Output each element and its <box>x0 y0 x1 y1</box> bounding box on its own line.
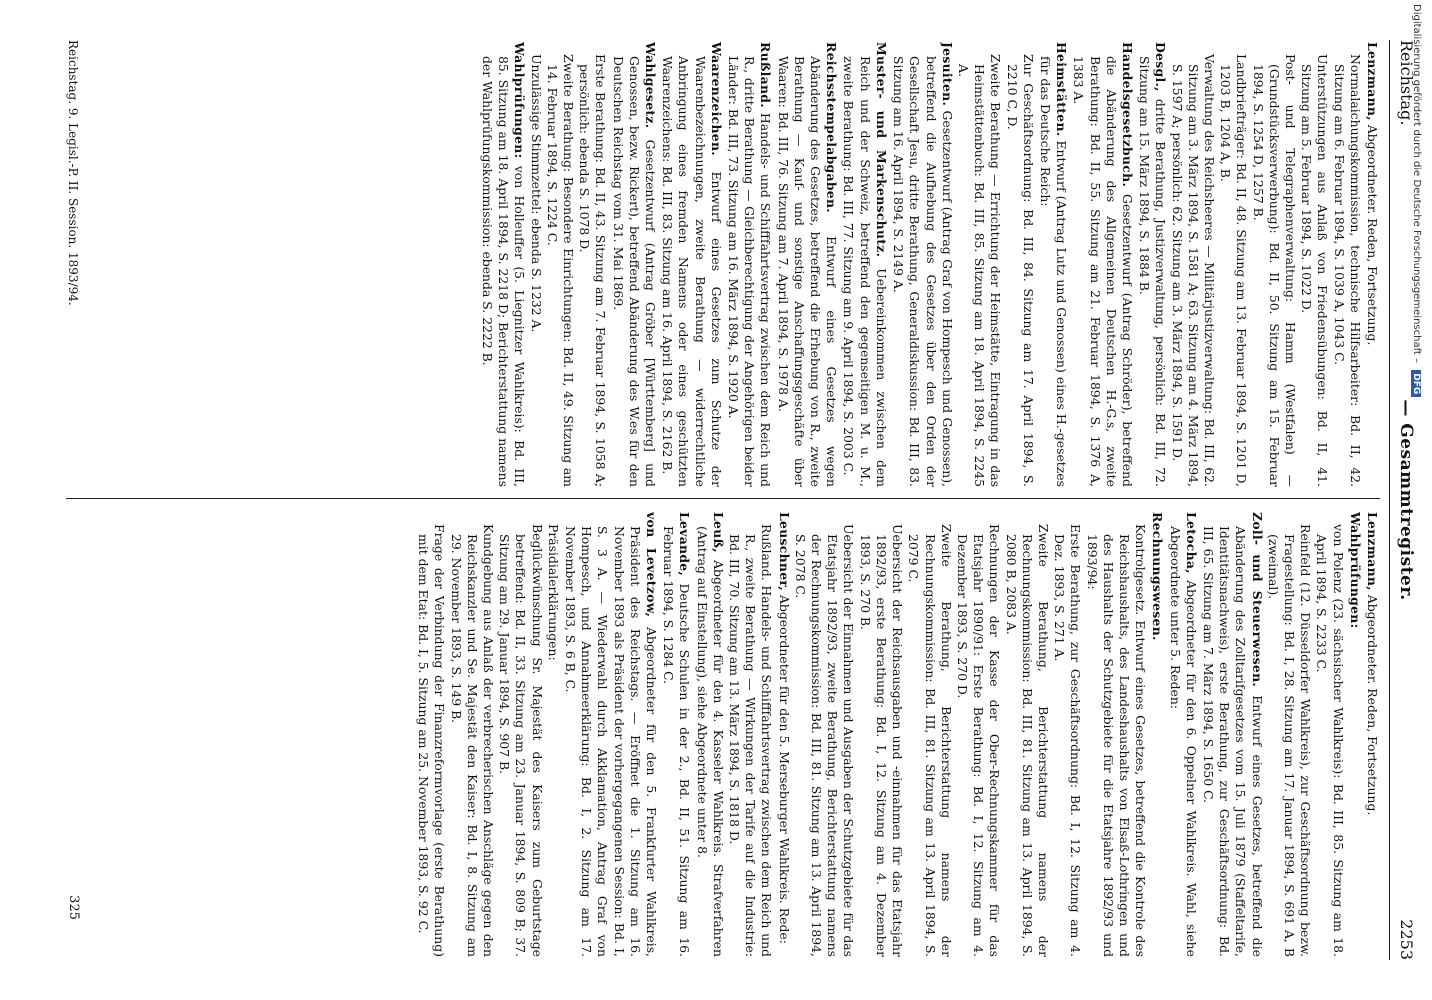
entry-heading: Jesuiten. <box>939 42 955 107</box>
index-entry <box>609 42 658 487</box>
entry-text: Abgeordneter. Reden, Fortsetzung. <box>1365 124 1380 346</box>
entry-text: Deutsche Schulen in der 2., Bd. II, 51. Sitzung am 16. Februar 1894, S. 1284 C. <box>661 526 693 957</box>
entry-text: Abgeordneter für den 6. Oppelner Wahlkreis. Wahl, siehe Abgeordnete unter 5. Reden: <box>1167 526 1199 957</box>
entry-heading: Rußland. <box>758 42 774 108</box>
sub-entry: Rußland. Handels- und Schifffahrtsvertrag zwischen dem Reich und R., zweite Berathung — Wirkungen der Tarife auf die Industrie: Bd. III, 70. Sitzung am 13. März 1894, S. 1818 D. <box>727 524 775 957</box>
dfg-logo: DFG <box>1411 370 1421 397</box>
sub-entry: Uebersicht der Einnahmen und Ausgaben der Schutzgebiete für das Etatsjahr 1892/93, zweite Berathung, Berichterstattung namens der Rechnungskommission: Bd. III, 81. Sitzung am 13. April 1894, S. 2078 C. <box>792 524 857 957</box>
sub-entry: Frage der Verbindung der Finanzreformvorlage (erste Berathung) mit dem Etat: Bd. I, 5. Sitzung am 25. November 1893, S. 92 C. <box>416 524 448 957</box>
sub-entry: Zweite Berathung, Berichterstattung namens der Rechnungskommission: Bd. III, 81. Sitzung am 13. April 1894, S. 2079 C. <box>906 524 954 957</box>
index-entry <box>1037 42 1069 487</box>
right-column <box>60 512 1380 957</box>
index-entry <box>1364 42 1380 487</box>
entry-heading: Wahlprüfungen: <box>1347 512 1363 629</box>
running-head-left: Reichstag. <box>1397 40 1416 126</box>
entry-text: Entwurf eines Gesetzes, betreffend die Abänderung des Zolltarifgesetzes vom 15. Juli 1879 (Staffeltarife, Identitätsnachweis), erste Berathung, zur Geschäftsordnung: Bd. III, 65. Sitzung am 7. März 1894, S. 1650 C. <box>1200 526 1265 957</box>
sub-entry: Uebersicht der Reichsausgaben und -einnahmen für das Etatsjahr 1892/93, erste Berathung: Bd. I, 12. Sitzung am 4. Dezember 1893, S. 270 B. <box>857 524 906 957</box>
entry-heading: Rechnungswesen. <box>1150 512 1166 641</box>
index-entry <box>659 42 724 487</box>
entry-text: dritte Berathung, Justizverwaltung, persönlich: Bd. III, 72. Sitzung am 15. März 1894, S. 1884 B. <box>1137 56 1169 487</box>
entry-heading: Waarenzeichen. <box>708 42 724 156</box>
entry-text: Gesetzentwurf (Antrag Gröber [Württemberg] und Genossen, bezw. Rickert), betreffend Abänderung des W.es für den Deutschen Reichstag vom 31. Mai 1869. <box>610 56 659 487</box>
entry-heading: Zoll- und Steuerwesen. <box>1249 512 1265 688</box>
index-entry <box>775 512 791 957</box>
entry-heading: Heimstätten. <box>1054 42 1070 137</box>
sheet-signature: Reichstag. 9. Legisl.-P. II. Session. 1893/94. <box>66 40 80 306</box>
index-entry <box>562 512 659 957</box>
entry-text: Entwurf (Antrag Lutz und Genossen) eines H.-gesetzes für das Deutsche Reich: <box>1037 56 1070 487</box>
sub-entry: Landbriefträger: Bd. II, 48. Sitzung am 13. Februar 1894, S. 1201 D, 1203 B, 1204 A, B. <box>1218 54 1250 487</box>
entry-heading: Handelsgesetzbuch. <box>1119 42 1135 188</box>
sub-entry: Verwaltung des Reichsheeres — Militärjustizverwaltung: Bd. III, 62. Sitzung am 3. März 1894, S. 1581 A; 63. Sitzung am 4. März 1894, S. 1597 A; persönlich: 62. Sitzung am 3. März 1894, S. 1591 D. <box>1169 54 1217 487</box>
index-entry <box>774 42 839 487</box>
entry-heading: Muster- und Markenschutz. <box>873 42 889 258</box>
entry-text: Handels- und Schifffahrtsvertrag zwischen dem Reich und R., dritte Berathung — Gleichberechtigung der Angehörigen beider Länder: Bd. III, 73. Sitzung am 16. März 1894, S. 1920 A. <box>726 56 774 487</box>
index-entry <box>840 42 889 487</box>
entry-text: Entwurf eines Gesetzes zum Schutze der Waarenbezeichnungen, zweite Berathung — widerrechtliche Anbringung eines fremden Namens oder eines geschützten Waarenzeichens: Bd. III, 83. Sitzung am 16. April 1894, S. 2162 B. <box>660 56 724 487</box>
entry-heading: Reichsstempelabgaben. <box>824 42 840 213</box>
sub-entry: Erste Berathung: Bd. II, 43. Sitzung am 7. Februar 1894, S. 1058 A; persönlich: ebenda S. 1078 D. <box>577 54 609 487</box>
index-entry <box>693 512 725 957</box>
sub-entry: Rechnungen der Kasse der Ober-Rechnungskammer für das Etatsjahr 1890/91: Erste Berathung: Bd. I, 12. Sitzung am 4. Dezember 1893, S. 270 D. <box>954 524 1003 957</box>
entry-heading: Levande, <box>677 512 693 577</box>
index-entry <box>725 42 774 487</box>
entry-text: Gesetzentwurf (Antrag Schröder), betreffend die Abänderung des Allgemeinen Deutschen H.-G.s, zweite Berathung: Bd. II, 55. Sitzung am 21. Februar 1894, S. 1376 A, 1383 A. <box>1071 56 1135 487</box>
index-entry <box>1149 512 1165 957</box>
entry-heading: Lenzmann, <box>1365 42 1380 121</box>
sub-entry: Zweite Berathung, Berichterstattung namens der Rechnungskommission: Bd. III, 81. Sitzung am 13. April 1894, S. 2080 B, 2083 A. <box>1003 524 1051 957</box>
entry-text: von Holleuffer (5. Liegnitzer Wahlkreis): Bd. III, 85. Sitzung am 18. April 1894, S. 2218 D; Berichterstattung namens der Wahlprüfungskommission: ebenda S. 2222 B. <box>480 56 528 487</box>
index-entry <box>1136 42 1168 487</box>
sub-entry: Unterstützungen aus Anlaß von Friedensübungen: Bd. II, 41. Sitzung am 5. Februar 1894, S. 1022 D. <box>1299 54 1331 487</box>
left-column <box>60 42 1380 487</box>
index-entry <box>1347 512 1363 957</box>
entry-text: Abgeordneter. Reden, Fortsetzung. <box>1365 594 1380 816</box>
entry-heading: Desgl., <box>1153 42 1169 92</box>
sub-entry: Kontrolgesetz. Entwurf eines Gesetzes, betreffend die Kontrole des Reichshaushalts, des Landeshaushalts von Elsaß-Lothringen und des Haushalts der Schutzgebiete für die Etatsjahre 1892/93 und 1893/94: <box>1084 524 1149 957</box>
page-number: 325 <box>66 895 81 920</box>
page-folio: 2253 <box>1397 919 1416 960</box>
entry-text: Abgeordneter für den 5. Merseburger Wahlkreis. Rede: <box>776 594 792 944</box>
sub-entry: Zweite Berathung: Besondere Einrichtungen: Bd. II, 49. Sitzung am 14. Februar 1894, S. 1224 C. <box>544 54 577 487</box>
entry-heading: Letocha, <box>1183 512 1199 574</box>
entry-heading: von Levetzow, <box>644 512 660 618</box>
index-entry <box>1070 42 1135 487</box>
entry-text: Uebereinkommen zwischen dem Reich und der Schweiz, betreffend den gegenseitigen M. u. M., zweite Berathung: Bd. III, 77. Sitzung am 9. April 1894, S. 2003 C. <box>841 56 889 487</box>
sub-entry: Kundgebung aus Anlaß der verbrecherischen Anschläge gegen den Reichskanzler und Se. Majestät den Kaiser: Bd. I, 8. Sitzung am 29. November 1893, S. 149 B. <box>448 524 497 957</box>
sub-entry: Unzulässige Stimmzettel: ebenda S. 1232 A. <box>528 54 544 333</box>
sub-entry: Post- und Telegraphenverwaltung: Hamm (Westfalen) — (Grundstücksverwerbung): Bd. II, 50. Sitzung am 15. Februar 1894, S. 1254 D, 1257 B. <box>1250 54 1298 487</box>
index-entry <box>479 42 528 487</box>
index-entry <box>1364 512 1380 957</box>
entry-heading: Leuschner, <box>776 512 792 591</box>
sub-entry: Reinfeld (12. Düsseldorfer Wahlkreis), zur Geschäftsordnung bezw. Fragestellung: Bd. I, 28. Sitzung am 17. Januar 1894, S. 691 A, B (zweimal). <box>1265 524 1314 957</box>
entry-text: Abgeordneter für den 4. Kasseler Wahlkreis. Strafverfahren (Antrag auf Einstellung), siehe Abgeordnete unter 8. <box>694 526 726 957</box>
index-entry <box>1200 512 1265 957</box>
index-entry <box>890 42 955 487</box>
digitization-credit <box>1406 4 1422 604</box>
entry-text: Entwurf eines Gesetzes wegen Abänderung des Gesetzes, betreffend die Erhebung von R., zweite Berathung — Kauf- und sonstige Anschaffungsgeschäfte über Waaren: Bd. III, 76. Sitzung am 7. April 1894, S. 1978 A. <box>775 56 840 487</box>
running-head-title: — Gesammtregister. <box>1396 399 1416 601</box>
sub-entry: von Polenz (23. sächsischer Wahlkreis): Bd. III, 85. Sitzung am 18. April 1894, S. 2233 C. <box>1314 524 1346 957</box>
entry-heading: Lenzmann, <box>1365 512 1380 591</box>
digitization-credit-text: Digitalisierung gefördert durch die Deutsche Forschungsgemeinschaft – <box>1411 4 1422 364</box>
column-divider <box>66 498 1380 499</box>
sub-entry: Erste Berathung, zur Geschäftsordnung: Bd. I, 12. Sitzung am 4. Dez. 1893, S. 271 A. <box>1052 524 1084 957</box>
sub-entry: Zweite Berathung — Errichtung der Heimstätte, Eintragung in das Heimstättenbuch: Bd. III, 85. Sitzung am 18. April 1894, S. 2245 A. <box>955 54 1004 487</box>
sub-entry: Normalaichungskommission, technische Hilfsarbeiter: Bd. II, 42. Sitzung am 6. Februar 1894, S. 1039 A, 1043 C. <box>1331 54 1363 487</box>
entry-text: Gesetzentwurf (Antrag Graf von Hompesch und Genossen), betreffend die Aufhebung des Gesetzes über den Orden der Gesellschaft Jesu, dritte Berathung, Generaldiskussion: Bd. III, 83. Sitzung am 16. April 1894, S. 2149 A. <box>891 56 955 487</box>
index-entry <box>1166 512 1198 957</box>
document-page <box>52 0 1432 1000</box>
entry-heading: Wahlgesetz. <box>643 42 659 129</box>
entry-heading: Wahlprüfungen: <box>512 42 528 159</box>
index-entry <box>660 512 692 957</box>
entry-text: Abgeordneter für den 5. Frankfurter Wahlkreis, Präsident des Reichstags. — Eröffnet die 1. Sitzung am 16. November 1893 als Präsident der vorhergegangenen Session: Bd. I, S. 3 A. — Wiederwahl durch Akklamation, Antrag Graf von Hompesch, und Annahmeerklärung: Bd. I, 2. Sitzung am 17. November 1893, S. 6 B, C. <box>563 526 660 957</box>
sub-entry: Zur Geschäftsordnung: Bd. III, 84. Sitzung am 17. April 1894, S. 2210 C, D. <box>1004 54 1036 487</box>
entry-heading: Leuß, <box>710 512 726 553</box>
sub-entry: Präsidialerklärungen: <box>545 524 561 661</box>
sub-entry: Beglückwünschung Sr. Majestät des Kaisers zum Geburtstage betreffend: Bd. II, 33. Sitzung am 23. Januar 1894, S. 809 B; 37. Sitzung am 29. Januar 1894, S. 907 B. <box>497 524 545 957</box>
